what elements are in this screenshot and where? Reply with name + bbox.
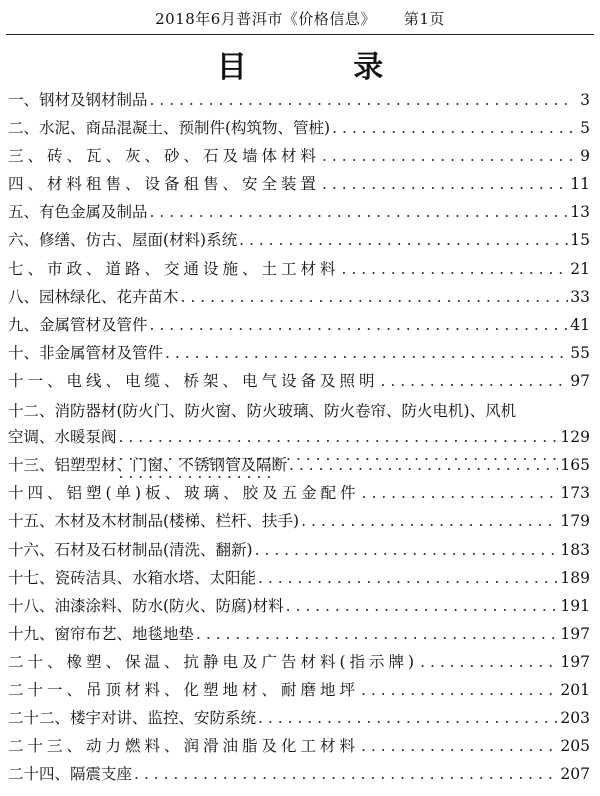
toc-entry-page: 13 bbox=[570, 203, 590, 222]
toc-entry[interactable] bbox=[8, 566, 590, 594]
toc-entry[interactable] bbox=[8, 734, 590, 762]
header-page-number: 第1页 bbox=[403, 10, 445, 28]
toc-leader bbox=[381, 372, 569, 390]
toc-entry-label: 一、钢材及钢材制品 bbox=[8, 91, 148, 109]
toc-entry-page: 165 bbox=[560, 456, 590, 475]
toc-leader bbox=[322, 175, 568, 193]
toc-entry-label: 十五、木材及木材制品(楼梯、栏杆、扶手) bbox=[8, 512, 300, 531]
toc-entry[interactable] bbox=[8, 678, 590, 706]
toc-entry-page: 41 bbox=[570, 315, 590, 334]
toc-entry-page: 129 bbox=[560, 428, 590, 447]
toc-entry[interactable] bbox=[8, 200, 590, 228]
toc-entry-page: 21 bbox=[570, 259, 590, 278]
toc-leader bbox=[420, 653, 558, 671]
toc-entry[interactable] bbox=[8, 481, 590, 509]
toc-entry-page: 55 bbox=[570, 343, 590, 362]
toc-leader bbox=[239, 231, 568, 249]
toc-entry-page: 5 bbox=[580, 119, 590, 138]
toc-entry-page: 9 bbox=[580, 147, 590, 166]
toc-leader bbox=[286, 597, 559, 615]
toc-entry-page: 15 bbox=[570, 231, 590, 250]
toc-leader bbox=[332, 119, 574, 137]
toc-leader bbox=[181, 288, 569, 306]
toc-entry-label: 十三、铝塑型材、门窗、不锈钢管及隔断 bbox=[8, 456, 288, 475]
toc-entry-label: 十、非金属管材及管件 bbox=[8, 343, 164, 362]
toc-leader bbox=[289, 456, 558, 474]
toc-entry[interactable] bbox=[8, 538, 590, 566]
toc-leader bbox=[322, 147, 574, 165]
toc-entry-label: 八、园林绿化、花卉苗木 bbox=[8, 287, 179, 306]
toc-entry-label: 二十一、吊顶材料、化塑地材、耐磨地坪 bbox=[8, 680, 360, 699]
header-rule bbox=[6, 34, 594, 35]
toc-entry-label: 十七、瓷砖洁具、水箱水塔、太阳能 bbox=[8, 568, 257, 587]
toc-leader bbox=[150, 91, 574, 109]
toc-entry-label: 二、水泥、商品混凝土、预制件(构筑物、管桩) bbox=[8, 119, 331, 138]
toc-entry[interactable] bbox=[8, 762, 590, 790]
toc-entry-page: 173 bbox=[560, 484, 590, 503]
toc-leader bbox=[196, 625, 558, 643]
toc-entry[interactable] bbox=[8, 313, 590, 341]
toc-entry-label: 二十二、楼宇对讲、监控、安防系统 bbox=[8, 709, 257, 728]
toc-entry-label: 二十四、隔震支座 bbox=[8, 765, 133, 784]
toc-entry-label: 十四、铝塑(单)板、玻璃、胶及五金配件 bbox=[8, 484, 360, 503]
toc-entry-page: 33 bbox=[570, 287, 590, 306]
toc-list bbox=[8, 88, 590, 790]
toc-leader bbox=[150, 203, 569, 221]
toc-entry[interactable] bbox=[8, 594, 590, 622]
toc-entry-page: 207 bbox=[560, 765, 590, 784]
toc-entry-label: 二十、橡塑、保温、抗静电及广告材料(指示牌) bbox=[8, 652, 419, 671]
toc-entry-page: 197 bbox=[560, 652, 590, 671]
toc-entry[interactable] bbox=[8, 369, 590, 397]
toc-entry[interactable] bbox=[8, 88, 590, 116]
toc-entry[interactable] bbox=[8, 285, 590, 313]
toc-entry-label: 十八、油漆涂料、防水(防火、防腐)材料 bbox=[8, 596, 284, 615]
page-header bbox=[0, 8, 600, 29]
toc-entry-page: 179 bbox=[560, 512, 590, 531]
toc-title: 目 录 bbox=[216, 50, 432, 85]
toc-entry[interactable] bbox=[8, 341, 590, 369]
toc-entry[interactable] bbox=[8, 172, 590, 200]
toc-leader bbox=[301, 512, 558, 530]
toc-entry-page: 97 bbox=[570, 371, 590, 390]
toc-entry[interactable] bbox=[8, 116, 590, 144]
toc-entry[interactable] bbox=[8, 622, 590, 650]
toc-entry-page: 191 bbox=[560, 596, 590, 615]
header-text: 2018年6月普洱市《价格信息》 bbox=[155, 10, 376, 28]
toc-entry-page: 203 bbox=[560, 709, 590, 728]
toc-entry-label: 五、有色金属及制品 bbox=[8, 203, 148, 222]
toc-entry-label: 二十三、动力燃料、润滑油脂及化工材料 bbox=[8, 737, 360, 756]
toc-leader bbox=[258, 709, 558, 727]
toc-entry-label: 十二、消防器材(防火门、防火窗、防火玻璃、防火卷帘、防火电机)、风机 bbox=[8, 402, 517, 421]
toc-entry[interactable] bbox=[8, 509, 590, 537]
toc-entry[interactable] bbox=[8, 144, 590, 172]
toc-leader bbox=[150, 316, 569, 334]
toc-entry-line2 bbox=[8, 425, 590, 453]
toc-leader bbox=[361, 737, 558, 755]
toc-leader bbox=[258, 569, 558, 587]
toc-entry-page: 189 bbox=[560, 568, 590, 587]
toc-leader bbox=[362, 484, 559, 502]
toc-entry-label: 九、金属管材及管件 bbox=[8, 315, 148, 334]
toc-entry-label-cont: 空调、水暖泵阀 bbox=[8, 428, 117, 447]
toc-entry-page: 183 bbox=[560, 540, 590, 559]
toc-entry-page: 201 bbox=[560, 680, 590, 699]
toc-entry-label: 七、市政、道路、交通设施、土工材料 bbox=[8, 259, 340, 278]
toc-leader bbox=[255, 541, 559, 559]
toc-entry-label: 六、修缮、仿古、屋面(材料)系统 bbox=[8, 231, 238, 250]
toc-entry-label: 十九、窗帘布艺、地毯地垫 bbox=[8, 624, 195, 643]
toc-entry[interactable] bbox=[8, 228, 590, 256]
toc-entry[interactable] bbox=[8, 650, 590, 678]
toc-leader bbox=[165, 344, 568, 362]
toc-entry-label: 三、砖、瓦、灰、砂、石及墙体材料 bbox=[8, 147, 321, 166]
toc-entry[interactable] bbox=[8, 397, 590, 453]
toc-entry-page: 3 bbox=[580, 91, 590, 109]
toc-entry[interactable] bbox=[8, 257, 590, 285]
toc-entry[interactable] bbox=[8, 706, 590, 734]
toc-entry-label: 十六、石材及石材制品(清洗、翻新) bbox=[8, 540, 253, 559]
toc-entry-page: 11 bbox=[570, 175, 590, 194]
toc-entry-page: 197 bbox=[560, 624, 590, 643]
toc-entry-page: 205 bbox=[560, 737, 590, 756]
toc-entry-label: 十一、电线、电缆、桥架、电气设备及照明 bbox=[8, 371, 379, 390]
toc-entry-label: 四、材料租售、设备租售、安全装置 bbox=[8, 175, 321, 194]
toc-leader bbox=[342, 260, 569, 278]
toc-leader bbox=[134, 765, 558, 783]
toc-leader bbox=[361, 681, 558, 699]
